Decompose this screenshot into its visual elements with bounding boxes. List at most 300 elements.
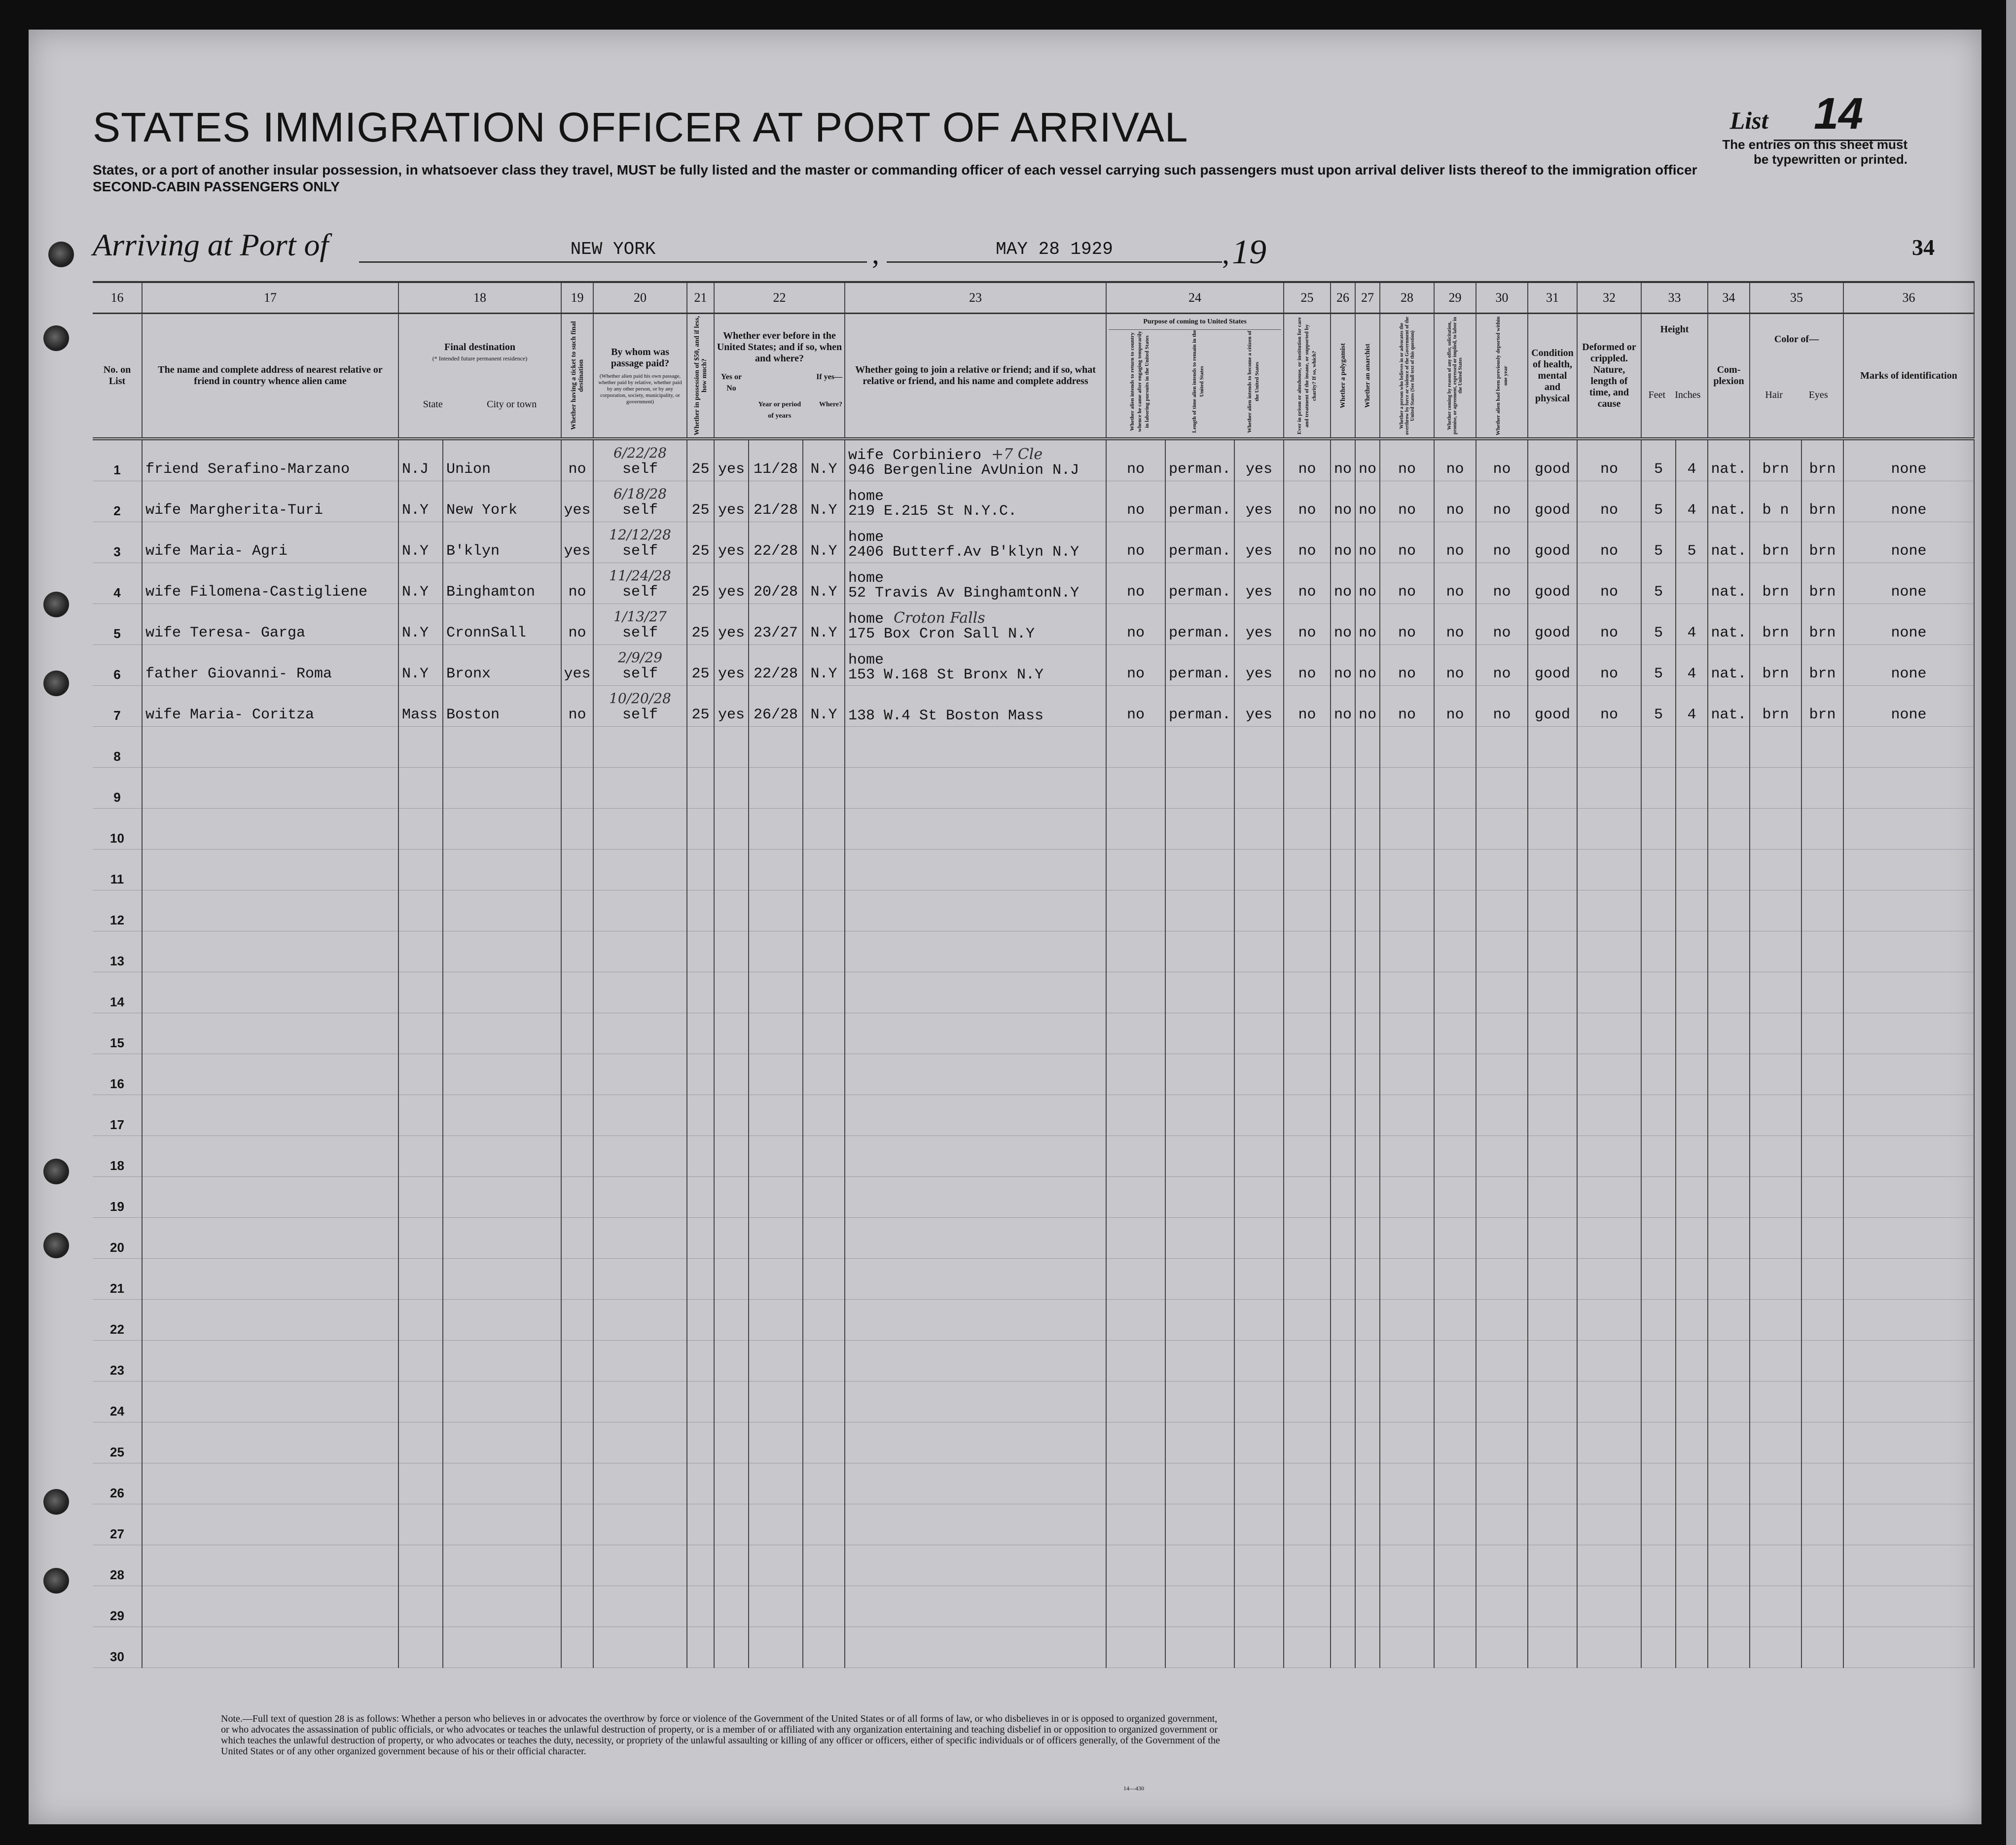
empty-cell <box>1750 1422 1801 1463</box>
empty-cell <box>1106 1136 1165 1177</box>
cell-city: Bronx <box>443 645 561 686</box>
empty-cell <box>1380 1341 1434 1382</box>
cell-marks: none <box>1843 604 1974 645</box>
empty-cell <box>1676 727 1708 768</box>
empty-cell <box>1434 1136 1476 1177</box>
empty-cell <box>1577 1545 1641 1586</box>
header-state: State <box>423 398 443 410</box>
empty-cell <box>803 727 845 768</box>
empty-cell <box>561 1013 593 1054</box>
empty-cell <box>1165 1177 1234 1218</box>
empty-cell <box>1284 1300 1331 1341</box>
join-relation: home <box>848 529 884 546</box>
empty-cell <box>1476 1586 1528 1627</box>
cell-period: 26/28 <box>749 686 803 727</box>
empty-cell <box>1106 931 1165 972</box>
empty-cell <box>845 1545 1106 1586</box>
empty-cell <box>1676 1136 1708 1177</box>
column-number: 22 <box>714 282 845 314</box>
empty-cell <box>1641 1504 1676 1545</box>
empty-cell <box>749 1095 803 1136</box>
empty-cell <box>1843 1259 1974 1300</box>
header-money <box>687 314 714 439</box>
paid-by: self <box>622 707 658 723</box>
cell-inches: 4 <box>1676 686 1708 727</box>
empty-cell <box>1801 1586 1843 1627</box>
empty-cell <box>1843 850 1974 890</box>
row-number: 12 <box>93 890 142 931</box>
empty-cell <box>443 1382 561 1422</box>
cell-city: Union <box>443 439 561 481</box>
empty-cell <box>593 1013 687 1054</box>
empty-cell <box>1476 1013 1528 1054</box>
cell-length: perman. <box>1165 563 1234 604</box>
binder-hole <box>43 671 69 696</box>
empty-cell <box>1750 1545 1801 1586</box>
empty-cell <box>1843 1463 1974 1504</box>
empty-cell <box>1165 931 1234 972</box>
cell-length: perman. <box>1165 645 1234 686</box>
cell-citizen: yes <box>1234 604 1284 645</box>
cell-deformed: no <box>1577 563 1641 604</box>
empty-cell <box>1641 1095 1676 1136</box>
cell-paid <box>593 481 687 522</box>
empty-cell <box>1380 890 1434 931</box>
empty-cell <box>561 972 593 1013</box>
cell-relative: wife Maria- Agri <box>142 522 398 563</box>
empty-cell <box>1165 1300 1234 1341</box>
row-number: 11 <box>93 850 142 890</box>
cell-length: perman. <box>1165 686 1234 727</box>
cell-paid <box>593 522 687 563</box>
header-polygamist <box>1331 314 1355 439</box>
empty-cell <box>1106 850 1165 890</box>
empty-cell <box>593 1504 687 1545</box>
row-number: 15 <box>93 1013 142 1054</box>
cell-ticket: no <box>561 604 593 645</box>
empty-cell <box>561 1218 593 1259</box>
cell-relative: father Giovanni- Roma <box>142 645 398 686</box>
empty-cell <box>687 768 714 809</box>
binder-hole <box>48 242 74 267</box>
empty-cell <box>1380 1382 1434 1422</box>
empty-cell <box>714 1177 749 1218</box>
column-number: 17 <box>142 282 398 314</box>
cell-q28: no <box>1380 604 1434 645</box>
comma-2: , <box>1222 237 1229 270</box>
empty-cell <box>1284 1259 1331 1300</box>
binder-hole <box>43 325 69 351</box>
column-number: 25 <box>1284 282 1331 314</box>
empty-cell <box>443 1504 561 1545</box>
join-relation: home <box>848 611 884 628</box>
empty-cell <box>1528 1463 1577 1504</box>
empty-cell <box>1331 1586 1355 1627</box>
empty-cell <box>1528 1341 1577 1382</box>
empty-cell <box>687 850 714 890</box>
empty-cell <box>561 1422 593 1463</box>
cell-eyes: brn <box>1801 439 1843 481</box>
cell-q30: no <box>1476 522 1528 563</box>
empty-cell <box>1676 1545 1708 1586</box>
cell-ticket: yes <box>561 522 593 563</box>
empty-cell <box>142 1463 398 1504</box>
empty-cell <box>1577 1054 1641 1095</box>
cabin-class-label: SECOND-CABIN PASSENGERS ONLY <box>93 179 340 194</box>
empty-cell <box>1641 1341 1676 1382</box>
empty-cell <box>1843 1136 1974 1177</box>
empty-cell <box>1234 1136 1284 1177</box>
cell-anarchist: no <box>1355 439 1380 481</box>
empty-cell <box>1801 931 1843 972</box>
empty-cell <box>1750 1013 1801 1054</box>
empty-cell <box>1708 1054 1750 1095</box>
header-before-us <box>714 314 845 439</box>
empty-cell <box>1708 972 1750 1013</box>
empty-cell <box>1165 727 1234 768</box>
empty-cell <box>593 1177 687 1218</box>
empty-cell <box>1331 931 1355 972</box>
empty-cell <box>1106 1586 1165 1627</box>
empty-cell <box>1843 809 1974 850</box>
empty-cell <box>1234 1463 1284 1504</box>
cell-no: 5 <box>93 604 142 645</box>
list-label <box>1730 89 1903 141</box>
cell-q30: no <box>1476 686 1528 727</box>
empty-cell <box>749 850 803 890</box>
empty-cell <box>1355 1463 1380 1504</box>
empty-cell <box>561 1177 593 1218</box>
header-if-yes: If yes— <box>816 372 842 381</box>
empty-cell <box>1106 1463 1165 1504</box>
empty-cell <box>803 1013 845 1054</box>
empty-cell <box>1801 1341 1843 1382</box>
empty-cell <box>142 727 398 768</box>
empty-cell <box>1528 1259 1577 1300</box>
column-number: 30 <box>1476 282 1528 314</box>
final-destination-note: (* Intended future permanent residence) <box>432 355 528 362</box>
cell-inches: 4 <box>1676 439 1708 481</box>
empty-cell <box>1528 972 1577 1013</box>
empty-cell <box>1476 1463 1528 1504</box>
empty-cell <box>1577 809 1641 850</box>
empty-cell <box>845 890 1106 931</box>
empty-cell <box>1676 1013 1708 1054</box>
empty-cell <box>1476 1627 1528 1668</box>
empty-cell <box>1676 1095 1708 1136</box>
empty-cell <box>443 1136 561 1177</box>
empty-cell <box>714 972 749 1013</box>
empty-cell <box>398 1422 443 1463</box>
empty-cell <box>1434 1341 1476 1382</box>
handwritten-annotation: +7 Cle <box>991 446 1043 463</box>
empty-cell <box>1801 1218 1843 1259</box>
intro-paragraph: States, or a port of another insular possession, in whatsoever class they travel, MUST be fully listed and the master or commanding officer of each vessel carrying such passengers must upon arrival deliver lists thereof to the immigration officer <box>93 162 1697 177</box>
cell-eyes: brn <box>1801 645 1843 686</box>
polygamist-label: Whether a polygamist <box>1339 343 1347 408</box>
cell-prison: no <box>1284 686 1331 727</box>
empty-cell <box>749 1382 803 1422</box>
cell-relative: friend Serafino-Marzano <box>142 439 398 481</box>
table-row <box>93 645 1974 686</box>
cell-feet: 5 <box>1641 563 1676 604</box>
empty-cell <box>1750 1300 1801 1341</box>
cell-citizen: yes <box>1234 439 1284 481</box>
column-number: 31 <box>1528 282 1577 314</box>
empty-cell <box>1434 768 1476 809</box>
empty-cell <box>142 1627 398 1668</box>
empty-cell <box>803 1054 845 1095</box>
header-hair: Hair <box>1765 390 1783 400</box>
empty-cell <box>687 1136 714 1177</box>
empty-cell <box>1641 1382 1676 1422</box>
cell-period: 22/28 <box>749 645 803 686</box>
empty-cell <box>1801 1177 1843 1218</box>
empty-cell <box>1434 1504 1476 1545</box>
date-underline <box>887 261 1222 263</box>
empty-cell <box>1577 1300 1641 1341</box>
cell-relative: wife Margherita-Turi <box>142 481 398 522</box>
row-number: 24 <box>93 1382 142 1422</box>
empty-cell <box>1476 1218 1528 1259</box>
cell-paid <box>593 604 687 645</box>
empty-cell <box>443 931 561 972</box>
empty-cell <box>1355 890 1380 931</box>
empty-cell <box>398 1136 443 1177</box>
empty-cell <box>845 1259 1106 1300</box>
binder-hole <box>43 1233 69 1258</box>
manifest-rows <box>93 439 1974 1668</box>
empty-cell <box>1165 1218 1234 1259</box>
empty-cell <box>1284 1422 1331 1463</box>
handwritten-annotation: Croton Falls <box>894 609 985 627</box>
cell-join <box>845 686 1106 727</box>
empty-cell <box>1165 809 1234 850</box>
empty-cell <box>1750 890 1801 931</box>
empty-cell <box>1476 1177 1528 1218</box>
port-underline <box>359 261 867 263</box>
empty-cell <box>749 809 803 850</box>
empty-cell <box>593 1382 687 1422</box>
empty-cell <box>1106 1545 1165 1586</box>
cell-health: good <box>1528 522 1577 563</box>
cell-money: 25 <box>687 481 714 522</box>
empty-cell <box>593 727 687 768</box>
empty-cell <box>593 768 687 809</box>
cell-q30: no <box>1476 439 1528 481</box>
cell-eyes: brn <box>1801 604 1843 645</box>
typewritten-instruction: The entries on this sheet must be typewritten or printed. <box>1722 137 1908 167</box>
row-number: 13 <box>93 931 142 972</box>
empty-cell <box>1750 1136 1801 1177</box>
empty-cell <box>1577 1504 1641 1545</box>
empty-cell <box>1434 809 1476 850</box>
cell-deformed: no <box>1577 686 1641 727</box>
empty-cell <box>443 727 561 768</box>
binder-hole <box>43 1568 69 1594</box>
empty-cell <box>1106 890 1165 931</box>
binder-hole <box>43 1159 69 1184</box>
empty-cell <box>1577 1463 1641 1504</box>
empty-cell <box>1434 890 1476 931</box>
empty-cell <box>1331 1095 1355 1136</box>
empty-cell <box>1801 1136 1843 1177</box>
empty-cell <box>845 727 1106 768</box>
empty-cell <box>1801 1545 1843 1586</box>
empty-cell <box>714 1382 749 1422</box>
paid-by: self <box>622 666 658 682</box>
cell-citizen: yes <box>1234 686 1284 727</box>
empty-cell <box>1708 1013 1750 1054</box>
empty-cell <box>593 890 687 931</box>
cell-q28: no <box>1380 686 1434 727</box>
empty-cell <box>687 1463 714 1504</box>
empty-cell <box>1577 727 1641 768</box>
empty-cell <box>1528 1382 1577 1422</box>
empty-cell <box>1284 1382 1331 1422</box>
cell-paid <box>593 563 687 604</box>
empty-cell <box>845 1422 1106 1463</box>
cell-hair: b n <box>1750 481 1801 522</box>
empty-cell <box>1708 1586 1750 1627</box>
join-relation: home <box>848 488 884 505</box>
height-label: Height <box>1660 324 1689 335</box>
empty-cell <box>1708 1136 1750 1177</box>
before-us-label: Whether ever before in the United States; and if so, when and where? <box>717 330 842 364</box>
header-marks: Marks of identification <box>1843 314 1974 439</box>
cell-citizen: yes <box>1234 563 1284 604</box>
empty-cell <box>561 1504 593 1545</box>
empty-cell <box>803 1341 845 1382</box>
cell-join <box>845 645 1106 686</box>
cell-q30: no <box>1476 645 1528 686</box>
empty-cell <box>142 1013 398 1054</box>
empty-cell <box>1676 1463 1708 1504</box>
empty-cell <box>1284 1627 1331 1668</box>
empty-cell <box>845 809 1106 850</box>
empty-cell <box>803 809 845 850</box>
empty-cell <box>142 1300 398 1341</box>
cell-anarchist: no <box>1355 522 1380 563</box>
empty-cell <box>1284 931 1331 972</box>
cell-health: good <box>1528 604 1577 645</box>
cell-where: N.Y <box>803 604 845 645</box>
empty-cell <box>687 1545 714 1586</box>
empty-cell <box>714 1218 749 1259</box>
empty-cell <box>1801 1422 1843 1463</box>
empty-cell <box>687 1259 714 1300</box>
empty-cell <box>749 1300 803 1341</box>
empty-cell <box>1331 1259 1355 1300</box>
binder-hole <box>43 1489 69 1515</box>
empty-cell <box>1380 809 1434 850</box>
empty-cell <box>1106 1218 1165 1259</box>
empty-cell <box>1476 1341 1528 1382</box>
empty-cell <box>687 1627 714 1668</box>
cell-feet: 5 <box>1641 645 1676 686</box>
empty-cell <box>561 1259 593 1300</box>
empty-cell <box>1750 768 1801 809</box>
cell-join <box>845 563 1106 604</box>
empty-cell <box>1165 1586 1234 1627</box>
cell-ticket: yes <box>561 645 593 686</box>
empty-cell <box>593 1095 687 1136</box>
cell-inches: 4 <box>1676 604 1708 645</box>
empty-cell <box>1355 1627 1380 1668</box>
empty-cell <box>1528 1013 1577 1054</box>
ticket-label: Whether having a ticket to such final destination <box>570 321 585 430</box>
cell-marks: none <box>1843 645 1974 686</box>
column-number: 21 <box>687 282 714 314</box>
empty-cell <box>561 1300 593 1341</box>
empty-cell <box>1355 1422 1380 1463</box>
empty-cell <box>1434 1627 1476 1668</box>
empty-cell <box>1284 1177 1331 1218</box>
cell-complexion: nat. <box>1708 439 1750 481</box>
empty-cell <box>749 1627 803 1668</box>
header-anarchist <box>1355 314 1380 439</box>
cell-return: no <box>1106 563 1165 604</box>
empty-cell <box>1331 850 1355 890</box>
empty-cell <box>803 768 845 809</box>
empty-cell <box>1577 1586 1641 1627</box>
cell-before: yes <box>714 645 749 686</box>
empty-cell <box>749 1218 803 1259</box>
empty-cell <box>1476 1136 1528 1177</box>
empty-cell <box>1165 1504 1234 1545</box>
empty-cell <box>1708 1259 1750 1300</box>
empty-cell <box>593 1136 687 1177</box>
empty-row <box>93 727 1974 768</box>
cell-deformed: no <box>1577 522 1641 563</box>
empty-cell <box>1284 1504 1331 1545</box>
header-yes-no: Yes or No <box>720 372 742 392</box>
empty-cell <box>1106 1259 1165 1300</box>
empty-cell <box>142 1341 398 1382</box>
empty-cell <box>1641 1177 1676 1218</box>
empty-cell <box>1577 1422 1641 1463</box>
empty-cell <box>687 1504 714 1545</box>
empty-cell <box>1234 1586 1284 1627</box>
empty-cell <box>803 1095 845 1136</box>
empty-cell <box>142 1259 398 1300</box>
cell-health: good <box>1528 481 1577 522</box>
q28-label: Whether a person who believes in or advocates the overthrow by force or violence of the Government of the United States (See full text of this question) <box>1399 317 1415 435</box>
empty-cell <box>845 931 1106 972</box>
empty-cell <box>845 972 1106 1013</box>
header-height <box>1641 314 1708 439</box>
cell-inches <box>1676 563 1708 604</box>
empty-cell <box>1476 972 1528 1013</box>
empty-cell <box>1676 1504 1708 1545</box>
empty-cell <box>749 768 803 809</box>
empty-cell <box>1843 1341 1974 1382</box>
q30-label: Whether alien had been previously deported within one year <box>1495 316 1509 435</box>
column-number: 32 <box>1577 282 1641 314</box>
cell-prison: no <box>1284 481 1331 522</box>
empty-cell <box>714 1054 749 1095</box>
empty-cell <box>803 931 845 972</box>
empty-cell <box>142 1218 398 1259</box>
empty-cell <box>443 972 561 1013</box>
empty-cell <box>749 1259 803 1300</box>
empty-row <box>93 809 1974 850</box>
empty-cell <box>1676 1586 1708 1627</box>
column-number: 35 <box>1750 282 1843 314</box>
cell-state: N.Y <box>398 522 443 563</box>
empty-cell <box>1434 727 1476 768</box>
empty-cell <box>1284 1136 1331 1177</box>
